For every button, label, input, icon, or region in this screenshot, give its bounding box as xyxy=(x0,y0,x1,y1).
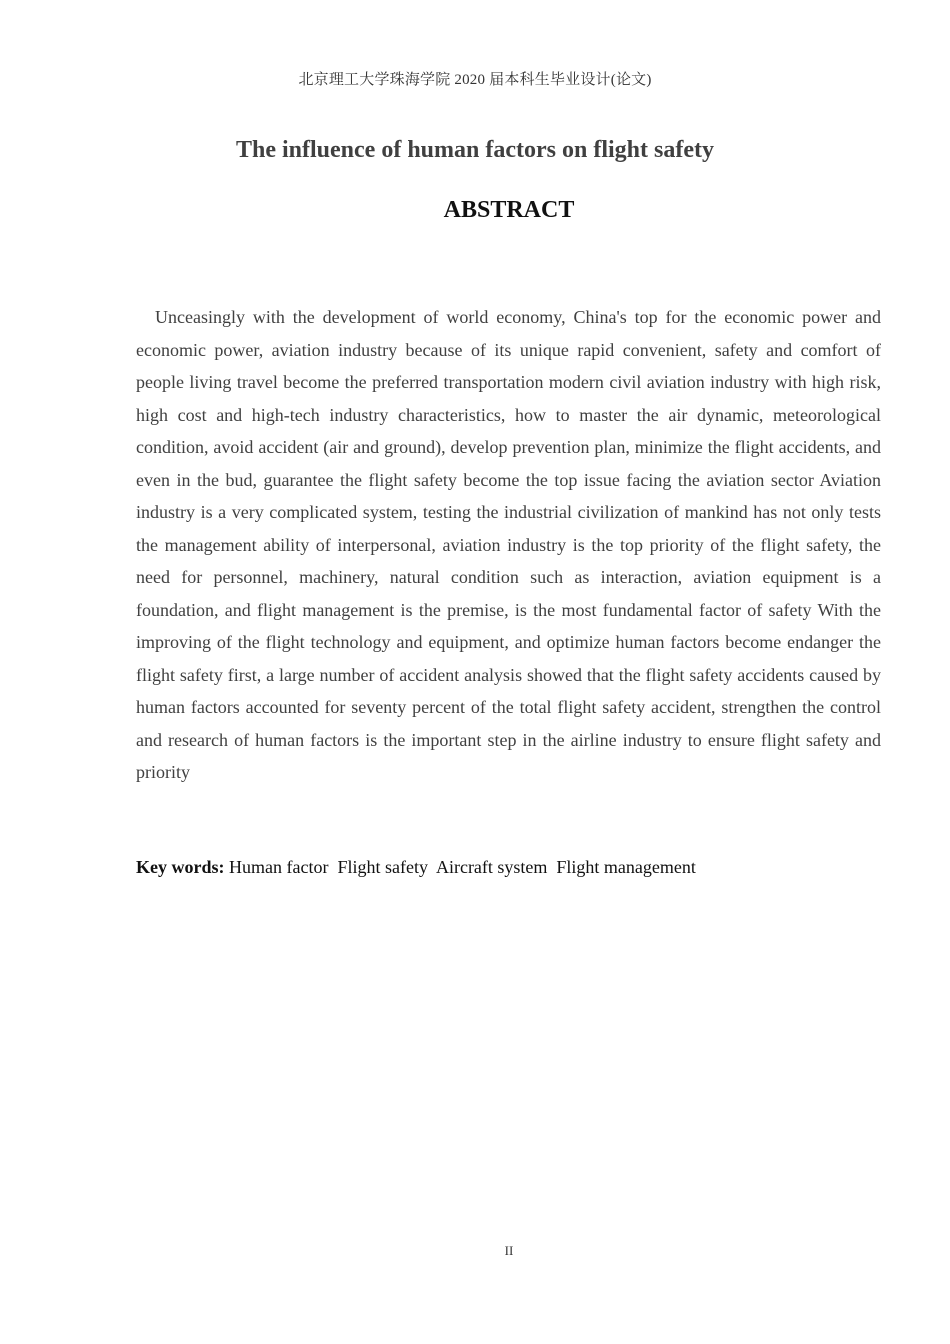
keywords-label: Key words: xyxy=(136,857,225,877)
paper-title: The influence of human factors on flight safety xyxy=(236,137,714,163)
keywords-line xyxy=(136,853,881,881)
abstract-paragraph: Unceasingly with the development of world economy, China's top for the economic power and economic power, aviation industry because of its unique rapid convenient, safety and comfort of people living travel become the preferred transportation modern civil aviation industry with high risk, high cost and high-tech industry characteristics, how to master the air dynamic, meteorological condition, avoid accident (air and ground), develop prevention plan, minimize the flight accidents, and even in the bud, guarantee the flight safety become the top issue facing the aviation sector Aviation industry is a very complicated system, testing the industrial civilization of mankind has not only tests the management ability of interpersonal, aviation industry is the top priority of the flight safety, the need for personnel, machinery, natural condition such as interaction, aviation equipment is a foundation, and flight management is the premise, is the most fundamental factor of safety With the improving of the flight technology and equipment, and optimize human factors become endanger the flight safety first, a large number of accident analysis showed that the flight safety accidents caused by human factors accounted for seventy percent of the total flight safety accident, strengthen the control and research of human factors is the important step in the airline industry to ensure flight safety and priority xyxy=(136,307,881,782)
keywords-list: Human factor Flight safety Aircraft system Flight management xyxy=(224,857,696,877)
running-header: 北京理工大学珠海学院 2020 届本科生毕业设计(论文) xyxy=(298,72,652,88)
page-number: II xyxy=(504,1243,514,1258)
abstract-heading: ABSTRACT xyxy=(443,197,575,223)
